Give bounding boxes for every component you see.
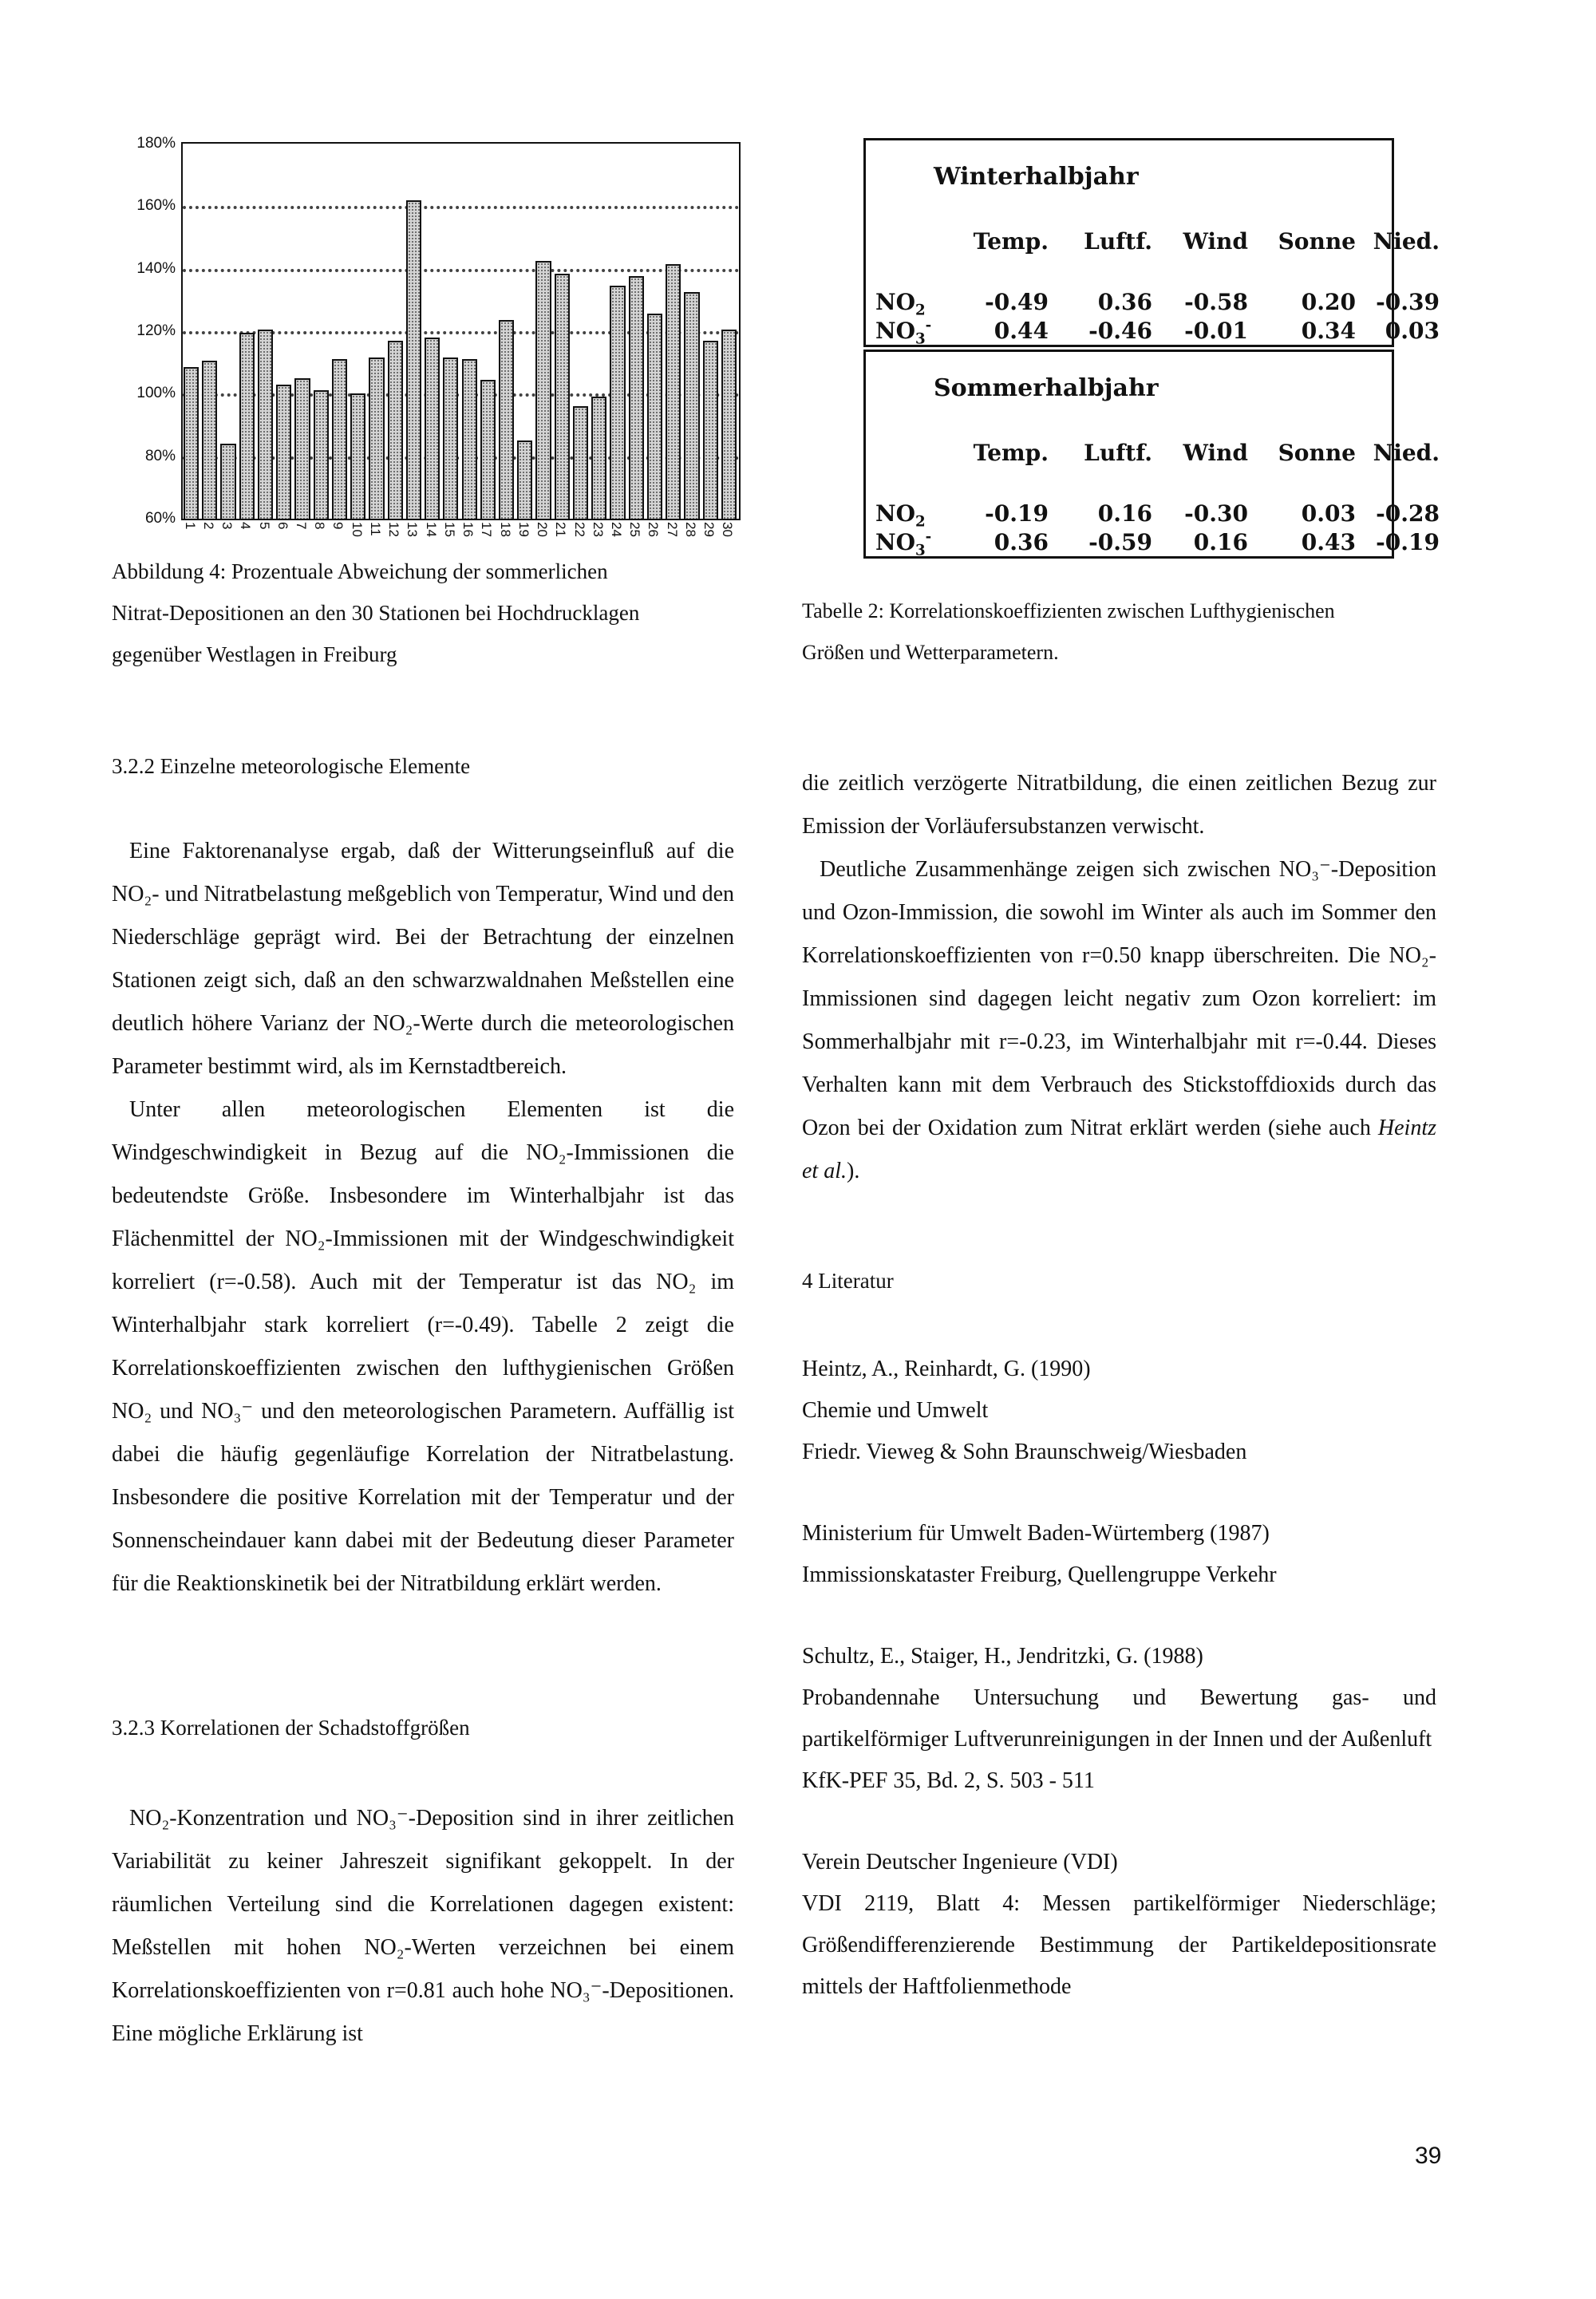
y-tick-label: 160% bbox=[136, 197, 176, 215]
paragraph-text: Deutliche Zusammenhänge zeigen sich zwischen NO₃⁻-Deposition und Ozon-Immission, die sowohl im Winter als auch im Sommer den Korrelationskoeffizienten von r=0.50 knapp überschreiten. Die NO₂-Immissionen sind dagegen leicht negativ zum Ozon korreliert: im Sommerhalbjahr mit r=-0.23, im Winterhalbjahr mit r=-0.44. Dieses Verhalten kann mit dem Verbrauch des Stickstoffdioxids durch das Ozon bei der Oxidation zum Nitrat erklärt werden (siehe auch bbox=[802, 857, 1436, 1140]
literature-heading: 4 Literatur bbox=[802, 1269, 894, 1293]
x-tick-label: 16 bbox=[460, 522, 476, 537]
y-tick-label: 80% bbox=[144, 447, 176, 464]
x-tick-label: 10 bbox=[349, 522, 365, 537]
table-section-title: Winterhalbjahr bbox=[934, 163, 1139, 191]
reference-entry bbox=[802, 1349, 1436, 1473]
caption-line: gegenüber Westlagen in Freiburg bbox=[112, 642, 397, 666]
page-number: 39 bbox=[1415, 2143, 1442, 2169]
y-tick-label: 180% bbox=[136, 135, 176, 152]
y-tick-label: 140% bbox=[136, 259, 176, 277]
x-tick-label: 2 bbox=[200, 522, 216, 530]
bar-station-14 bbox=[425, 338, 440, 519]
caption-line: Größen und Wetterparametern. bbox=[802, 641, 1059, 664]
table-cell: 0.03 bbox=[1385, 318, 1440, 344]
reference-entry bbox=[802, 1636, 1436, 1802]
table-cell: -0.46 bbox=[1088, 318, 1152, 344]
caption-line: Abbildung 4: Prozentuale Abweichung der sommerlichen bbox=[112, 559, 608, 583]
bar-station-17 bbox=[480, 380, 496, 519]
figure-4-caption bbox=[112, 551, 742, 675]
table-cell: 0.03 bbox=[1301, 500, 1356, 527]
table-section-title: Sommerhalbjahr bbox=[934, 374, 1159, 402]
section-3-2-2-body bbox=[112, 830, 734, 1606]
table-cell: 0.36 bbox=[1097, 289, 1152, 315]
table-cell: 0.16 bbox=[1097, 500, 1152, 527]
bar-station-15 bbox=[443, 357, 458, 519]
reference-line: Schultz, E., Staiger, H., Jendritzki, G. (1988) bbox=[802, 1644, 1203, 1669]
table-row bbox=[866, 500, 1440, 531]
gridline bbox=[183, 269, 739, 272]
row-label: $NO_3^-$ bbox=[875, 317, 932, 348]
reference-line: KfK-PEF 35, Bd. 2, S. 503 - 511 bbox=[802, 1768, 1095, 1793]
x-tick-label: 25 bbox=[627, 522, 643, 537]
bar-station-21 bbox=[555, 274, 570, 519]
x-tick-label: 11 bbox=[367, 522, 383, 536]
x-tick-label: 5 bbox=[256, 522, 272, 530]
right-column-body bbox=[802, 762, 1436, 1193]
column-header: Sonne bbox=[1278, 228, 1356, 255]
bar-station-18 bbox=[499, 320, 514, 519]
reference-list bbox=[802, 1349, 1436, 2048]
column-header: Wind bbox=[1183, 228, 1248, 255]
table-cell: -0.49 bbox=[985, 289, 1049, 315]
column-header: Luftf. bbox=[1084, 228, 1152, 255]
paragraph: Eine Faktorenanalyse ergab, daß der Witterungseinfluß auf die NO₂- und Nitratbelastung meßgeblich von Temperatur, Wind und den Niederschläge geprägt wird. Bei der Betrachtung der einzelnen Stationen zeigt sich, daß an den schwarzwaldnahen Meßstellen eine deutlich höhere Varianz der NO₂-Werte durch die meteorologischen Parameter bestimmt wird, als im Kernstadtbereich. bbox=[112, 839, 734, 1079]
reference-line: Chemie und Umwelt bbox=[802, 1398, 989, 1423]
reference-entry bbox=[802, 1842, 1436, 2008]
table-cell: 0.16 bbox=[1193, 529, 1248, 555]
bar-station-9 bbox=[332, 359, 347, 519]
table-row bbox=[866, 317, 1440, 348]
plot-area bbox=[181, 142, 741, 520]
table-cell: -0.19 bbox=[985, 500, 1049, 527]
bar-station-25 bbox=[629, 276, 644, 519]
table-cell: -0.58 bbox=[1184, 289, 1248, 315]
column-header: Temp. bbox=[973, 440, 1049, 466]
paragraph: NO₂-Konzentration und NO₃⁻-Deposition sind in ihrer zeitlichen Variabilität zu keiner Jahreszeit signifikant gekoppelt. In der räumlichen Verteilung sind die Korrelationen dagegen existent: Meßstellen mit hohen NO₂-Werten verzeichnen bei einem Korrelationskoeffizienten von r=0.81 auch hohe NO₃⁻-Depositionen. Eine mögliche Erklärung ist bbox=[112, 1806, 734, 2046]
table-cell: 0.44 bbox=[994, 318, 1049, 344]
paragraph bbox=[802, 848, 1436, 1193]
bar-station-29 bbox=[703, 341, 718, 519]
x-tick-label: 4 bbox=[238, 522, 254, 530]
x-tick-label: 22 bbox=[571, 522, 587, 537]
column-header: Wind bbox=[1183, 440, 1248, 466]
table-cell: 0.20 bbox=[1301, 289, 1356, 315]
table-cell: -0.01 bbox=[1184, 318, 1248, 344]
x-tick-label: 28 bbox=[682, 522, 698, 537]
table-cell: 0.43 bbox=[1301, 529, 1356, 555]
x-tick-label: 12 bbox=[386, 522, 402, 537]
row-label: $NO_3^-$ bbox=[875, 528, 932, 559]
column-header: Nied. bbox=[1373, 440, 1440, 466]
table-cell: 0.36 bbox=[994, 529, 1049, 555]
paragraph-text-end: ). bbox=[847, 1159, 860, 1183]
bar-station-10 bbox=[350, 393, 365, 519]
x-tick-label: 21 bbox=[553, 522, 569, 537]
citation-italic: Heintz et al. bbox=[802, 1116, 1436, 1183]
x-tick-label: 19 bbox=[516, 522, 531, 537]
y-tick-label: 100% bbox=[136, 385, 176, 402]
x-tick-label: 15 bbox=[441, 522, 457, 537]
table-cell: 0.34 bbox=[1301, 318, 1356, 344]
caption-line: Tabelle 2: Korrelationskoeffizienten zwischen Lufthygienischen bbox=[802, 599, 1335, 622]
row-label: $NO_2$ bbox=[875, 289, 926, 319]
y-tick-label: 120% bbox=[136, 322, 176, 339]
table-header-row bbox=[866, 228, 1440, 255]
table-section-sommerhalbjahr bbox=[863, 350, 1440, 559]
table-section-winterhalbjahr bbox=[863, 138, 1440, 348]
column-header: Nied. bbox=[1373, 228, 1440, 255]
x-tick-label: 24 bbox=[608, 522, 624, 537]
y-tick-label: 60% bbox=[144, 510, 176, 527]
reference-line: Verein Deutscher Ingenieure (VDI) bbox=[802, 1850, 1118, 1874]
figure-4-bar-chart bbox=[112, 128, 750, 559]
bar-station-20 bbox=[535, 261, 551, 519]
reference-entry bbox=[802, 1513, 1436, 1596]
x-tick-label: 3 bbox=[219, 522, 235, 530]
x-tick-label: 18 bbox=[497, 522, 513, 537]
bar-station-30 bbox=[721, 330, 737, 519]
paragraph: Unter allen meteorologischen Elementen ist die Windgeschwindigkeit in Bezug auf die NO₂-Immissionen die bedeutendste Größe. Insbesondere im Winterhalbjahr ist das Flächenmittel der NO₂-Immissionen mit der Windgeschwindigkeit korreliert (r=-0.58). Auch mit der Temperatur ist das NO₂ im Winterhalbjahr stark korreliert (r=-0.49). Tabelle 2 zeigt die Korrelationskoeffizienten zwischen den lufthygienischen Größen NO₂ und NO₃⁻ und den meteorologischen Parametern. Auffällig ist dabei die häufig gegenläufige Korrelation der Nitratbelastung. Insbesondere die positive Korrelation mit der Temperatur und der Sonnenscheindauer kann dabei mit der Bedeutung dieser Parameter für die Reaktionskinetik bei der Nitratbildung erklärt werden. bbox=[112, 1097, 734, 1596]
reference-line: Friedr. Vieweg & Sohn Braunschweig/Wiesbaden bbox=[802, 1440, 1247, 1464]
x-tick-label: 8 bbox=[312, 522, 328, 530]
table-cell: -0.19 bbox=[1376, 529, 1440, 555]
reference-line: Probandennahe Untersuchung und Bewertung gas- und partikelförmiger Luftverunreinigungen in der Innen und der Außenluft bbox=[802, 1685, 1436, 1752]
x-tick-label: 27 bbox=[664, 522, 680, 537]
column-header: Temp. bbox=[973, 228, 1049, 255]
x-tick-label: 1 bbox=[182, 522, 198, 530]
x-tick-label: 17 bbox=[479, 522, 495, 537]
bar-station-19 bbox=[517, 440, 532, 519]
bar-station-2 bbox=[202, 361, 217, 519]
x-tick-label: 20 bbox=[535, 522, 551, 537]
bar-station-26 bbox=[647, 314, 662, 519]
reference-line: VDI 2119, Blatt 4: Messen partikelförmiger Niederschläge; Größendifferenzierende Bestimmung der Partikeldepositionsrate mittels der Haftfolienmethode bbox=[802, 1891, 1436, 1999]
caption-line: Nitrat-Depositionen an den 30 Stationen bei Hochdrucklagen bbox=[112, 601, 640, 625]
paragraph-continued: die zeitlich verzögerte Nitratbildung, die einen zeitlichen Bezug zur Emission der Vorläufersubstanzen verwischt. bbox=[802, 771, 1436, 839]
x-tick-label: 23 bbox=[590, 522, 606, 537]
bar-station-13 bbox=[406, 200, 421, 519]
table-cell: -0.28 bbox=[1376, 500, 1440, 527]
x-tick-label: 14 bbox=[423, 522, 439, 537]
x-tick-label: 9 bbox=[330, 522, 346, 530]
column-header: Luftf. bbox=[1084, 440, 1152, 466]
bar-station-16 bbox=[462, 359, 477, 519]
bar-station-24 bbox=[610, 286, 625, 519]
reference-line: Immissionskataster Freiburg, Quellengruppe Verkehr bbox=[802, 1562, 1277, 1587]
bar-station-22 bbox=[573, 406, 588, 519]
bar-station-7 bbox=[294, 378, 310, 519]
bar-station-5 bbox=[258, 330, 273, 519]
bar-station-3 bbox=[220, 444, 235, 519]
bar-station-27 bbox=[666, 264, 681, 519]
bar-station-23 bbox=[591, 397, 606, 519]
table-row bbox=[866, 289, 1440, 319]
x-tick-label: 6 bbox=[275, 522, 290, 530]
x-tick-label: 13 bbox=[405, 522, 421, 537]
section-3-2-2-heading: 3.2.2 Einzelne meteorologische Elemente bbox=[112, 754, 471, 778]
bar-station-8 bbox=[314, 390, 329, 519]
table-row bbox=[866, 528, 1440, 559]
section-3-2-3-heading: 3.2.3 Korrelationen der Schadstoffgrößen bbox=[112, 1716, 470, 1740]
reference-line: Ministerium für Umwelt Baden-Würtemberg (1987) bbox=[802, 1521, 1270, 1546]
table-cell: -0.59 bbox=[1088, 529, 1152, 555]
x-tick-label: 29 bbox=[701, 522, 717, 537]
reference-line: Heintz, A., Reinhardt, G. (1990) bbox=[802, 1357, 1091, 1381]
bar-station-6 bbox=[276, 385, 291, 519]
bar-station-12 bbox=[388, 341, 403, 519]
column-header: Sonne bbox=[1278, 440, 1356, 466]
gridline bbox=[183, 206, 739, 209]
table-2-caption bbox=[802, 591, 1440, 674]
table-cell: -0.39 bbox=[1376, 289, 1440, 315]
row-label: $NO_2$ bbox=[875, 500, 926, 531]
table-cell: -0.30 bbox=[1184, 500, 1248, 527]
bar-station-28 bbox=[684, 292, 699, 519]
bar-station-11 bbox=[369, 357, 384, 519]
x-tick-label: 7 bbox=[294, 522, 310, 530]
bar-station-1 bbox=[184, 367, 199, 519]
x-tick-label: 30 bbox=[720, 522, 736, 537]
section-3-2-3-body bbox=[112, 1797, 734, 2056]
x-tick-label: 26 bbox=[646, 522, 662, 537]
table-header-row bbox=[866, 440, 1440, 467]
bar-station-4 bbox=[239, 333, 255, 519]
